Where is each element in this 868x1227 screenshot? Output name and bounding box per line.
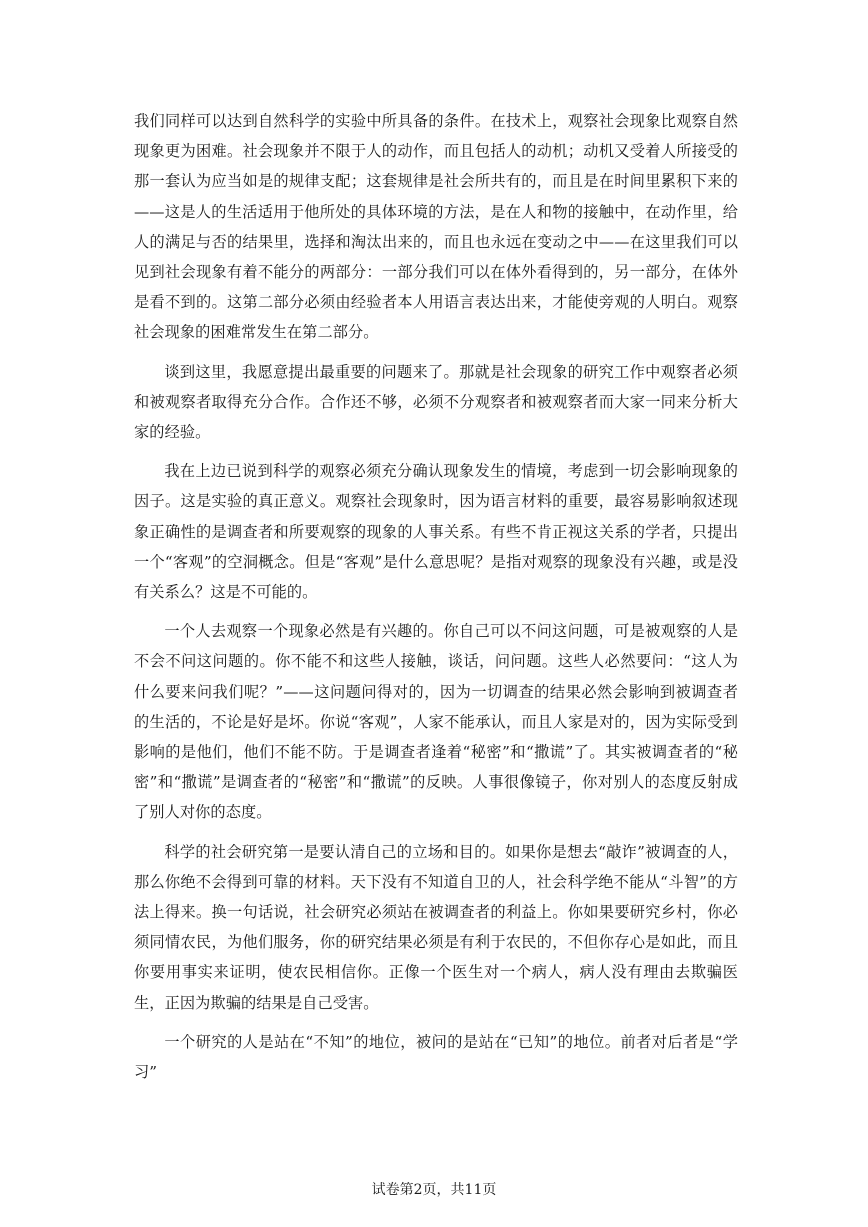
- page-footer: 试卷第2页，共11页: [371, 1182, 497, 1198]
- paragraph-3: 我在上边已说到科学的观察必须充分确认现象发生的情境，考虑到一切会影响现象的因子。这是实验的真正意义。观察社会现象时，因为语言材料的重要，最容易影响叙述现象正确性的是调查者和所要观察的现象的人事关系。有些不肯正视这关系的学者，只提出一个“客观”的空洞概念。但是“客观”是什么意思呢？是指对观察的现象没有兴趣，或是没有关系么？这是不可能的。: [134, 462, 738, 602]
- paragraph-4: 一个人去观察一个现象必然是有兴趣的。你自己可以不问这问题，可是被观察的人是不会不问这问题的。你不能不和这些人接触，谈话，问问题。这些人必然要问：“这人为什么要来问我们呢？”——这问题问得对的，因为一切调查的结果必然会影响到被调查者的生活的，不论是好是坏。你说“客观”，人家不能承认，而且人家是对的，因为实际受到影响的是他们，他们不能不防。于是调查者逢着“秘密”和“撒谎”了。其实被调查者的“秘密”和“撒谎”是调查者的“秘密”和“撒谎”的反映。人事很像镜子，你对别人的态度反射成了别人对你的态度。: [134, 622, 738, 822]
- document-body: [134, 106, 738, 1096]
- paragraph-1: 我们同样可以达到自然科学的实验中所具备的条件。在技术上，观察社会现象比观察自然现象更为困难。社会现象并不限于人的动作，而且包括人的动机；动机又受着人所接受的那一套认为应当如是的规律支配；这套规律是社会所共有的，而且是在时间里累积下来的——这是人的生活适用于他所处的具体环境的方法，是在人和物的接触中，在动作里，给人的满足与否的结果里，选择和淘汰出来的，而且也永远在变动之中——在这里我们可以见到社会现象有着不能分的两部分：一部分我们可以在体外看得到的，另一部分，在体外是看不到的。这第二部分必须由经验者本人用语言表达出来，才能使旁观的人明白。观察社会现象的困难常发生在第二部分。: [134, 112, 738, 342]
- paragraph-6: 一个研究的人是站在“不知”的地位，被问的是站在“已知”的地位。前者对后者是“学习”: [134, 1032, 738, 1082]
- paragraph-2: 谈到这里，我愿意提出最重要的问题来了。那就是社会现象的研究工作中观察者必须和被观察者取得充分合作。合作还不够，必须不分观察者和被观察者而大家一同来分析大家的经验。: [134, 362, 738, 442]
- paragraph-5: 科学的社会研究第一是要认清自己的立场和目的。如果你是想去“敲诈”被调查的人，那么你绝不会得到可靠的材料。天下没有不知道自卫的人，社会科学绝不能从“斗智”的方法上得来。换一句话说，社会研究必须站在被调查者的利益上。你如果要研究乡村，你必须同情农民，为他们服务，你的研究结果必须是有利于农民的，不但你存心是如此，而且你要用事实来证明，使农民相信你。正像一个医生对一个病人，病人没有理由去欺骗医生，正因为欺骗的结果是自己受害。: [134, 842, 738, 1012]
